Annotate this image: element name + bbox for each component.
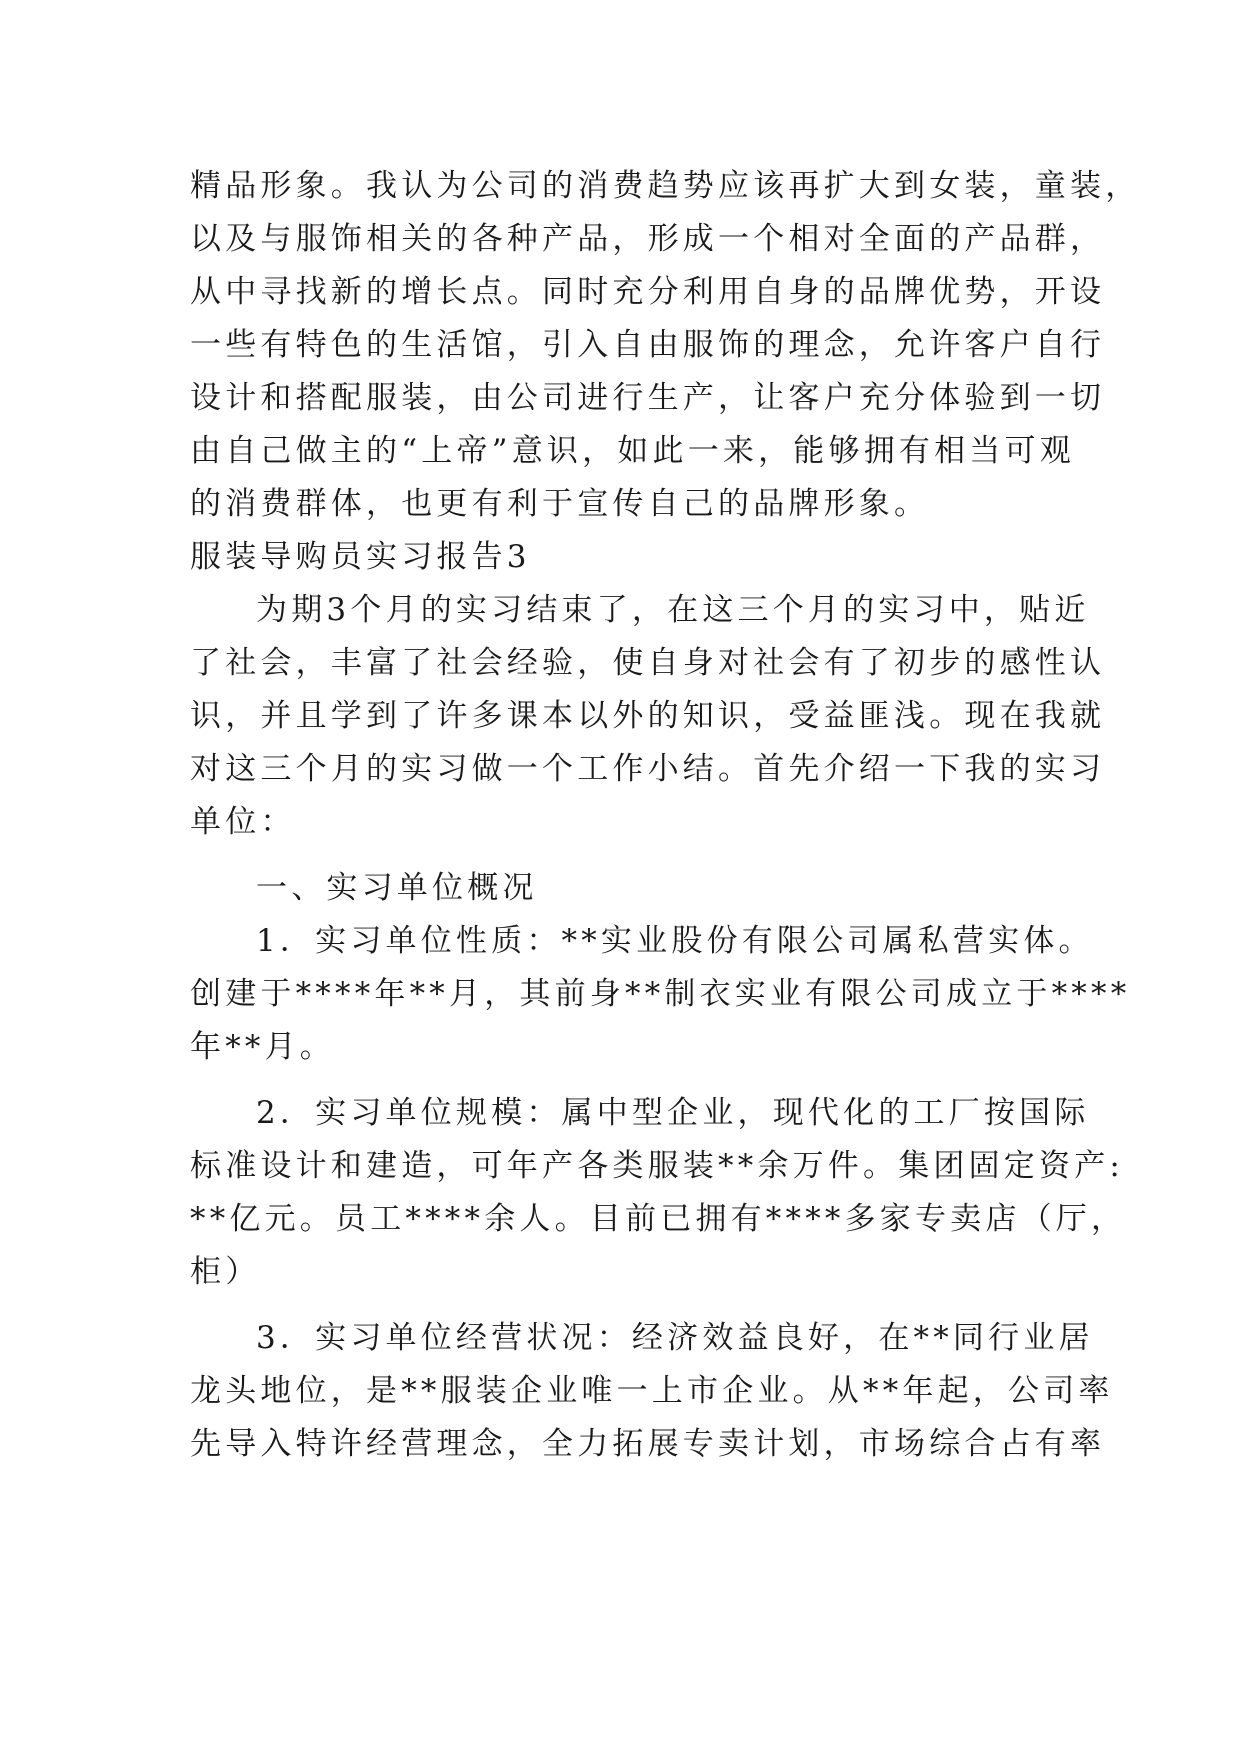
text-line: 单位： bbox=[190, 804, 296, 840]
list-item bbox=[190, 1312, 1114, 1471]
text-line: 1．实习单位性质：**实业股份有限公司属私营实体。 bbox=[256, 923, 1094, 959]
text-line: 创建于****年**月，其前身**制衣实业有限公司成立于**** bbox=[190, 976, 1131, 1012]
text-line: 一些有特色的生活馆，引入自由服饰的理念，允许客户自行 bbox=[190, 327, 1106, 363]
text-line: 由自己做主的“上帝”意识，如此一来，能够拥有相当可观 bbox=[190, 433, 1075, 469]
text-line: 的消费群体，也更有利于宣传自己的品牌形象。 bbox=[190, 486, 930, 522]
text-line: 3．实习单位经营状况：经济效益良好，在**同行业居 bbox=[256, 1320, 1094, 1356]
text-line: 设计和搭配服装，由公司进行生产，让客户充分体验到一切 bbox=[190, 380, 1106, 416]
list-item bbox=[190, 1087, 1127, 1299]
list-item bbox=[190, 915, 1131, 1074]
text-line: 标准设计和建造，可年产各类服装**余万件。集团固定资产: bbox=[190, 1148, 1125, 1184]
text-line: 先导入特许经营理念，全力拓展专卖计划，市场综合占有率 bbox=[190, 1426, 1106, 1462]
subsection-heading bbox=[190, 862, 1050, 915]
text-line: 了社会，丰富了社会经验，使自身对社会有了初步的感性认 bbox=[190, 645, 1106, 681]
text-line: 龙头地位，是**服装企业唯一上市企业。从**年起，公司率 bbox=[190, 1373, 1114, 1409]
text-line: 识，并且学到了许多课本以外的知识，受益匪浅。现在我就 bbox=[190, 698, 1106, 734]
text-line: 年**月。 bbox=[190, 1029, 335, 1065]
text-line: 为期3个月的实习结束了，在这三个月的实习中，贴近 bbox=[256, 592, 1090, 628]
section-heading bbox=[190, 531, 1050, 584]
text-line: 精品形象。我认为公司的消费趋势应该再扩大到女装，童装， bbox=[190, 168, 1141, 204]
subsection-title: 一、实习单位概况 bbox=[256, 870, 538, 906]
text-line: 柜） bbox=[190, 1254, 261, 1290]
paragraph bbox=[190, 584, 1106, 849]
paragraph bbox=[190, 160, 1141, 531]
text-line: 从中寻找新的增长点。同时充分利用自身的品牌优势，开设 bbox=[190, 274, 1106, 310]
text-line: 2．实习单位规模：属中型企业，现代化的工厂按国际 bbox=[256, 1095, 1090, 1131]
heading-text: 服装导购员实习报告3 bbox=[190, 539, 531, 575]
document-body bbox=[190, 160, 1141, 1471]
text-line: 对这三个月的实习做一个工作小结。首先介绍一下我的实习 bbox=[190, 751, 1106, 787]
text-line: 以及与服饰相关的各种产品，形成一个相对全面的产品群， bbox=[190, 221, 1106, 257]
text-line: **亿元。员工****余人。目前已拥有****多家专卖店（厅， bbox=[190, 1201, 1127, 1237]
